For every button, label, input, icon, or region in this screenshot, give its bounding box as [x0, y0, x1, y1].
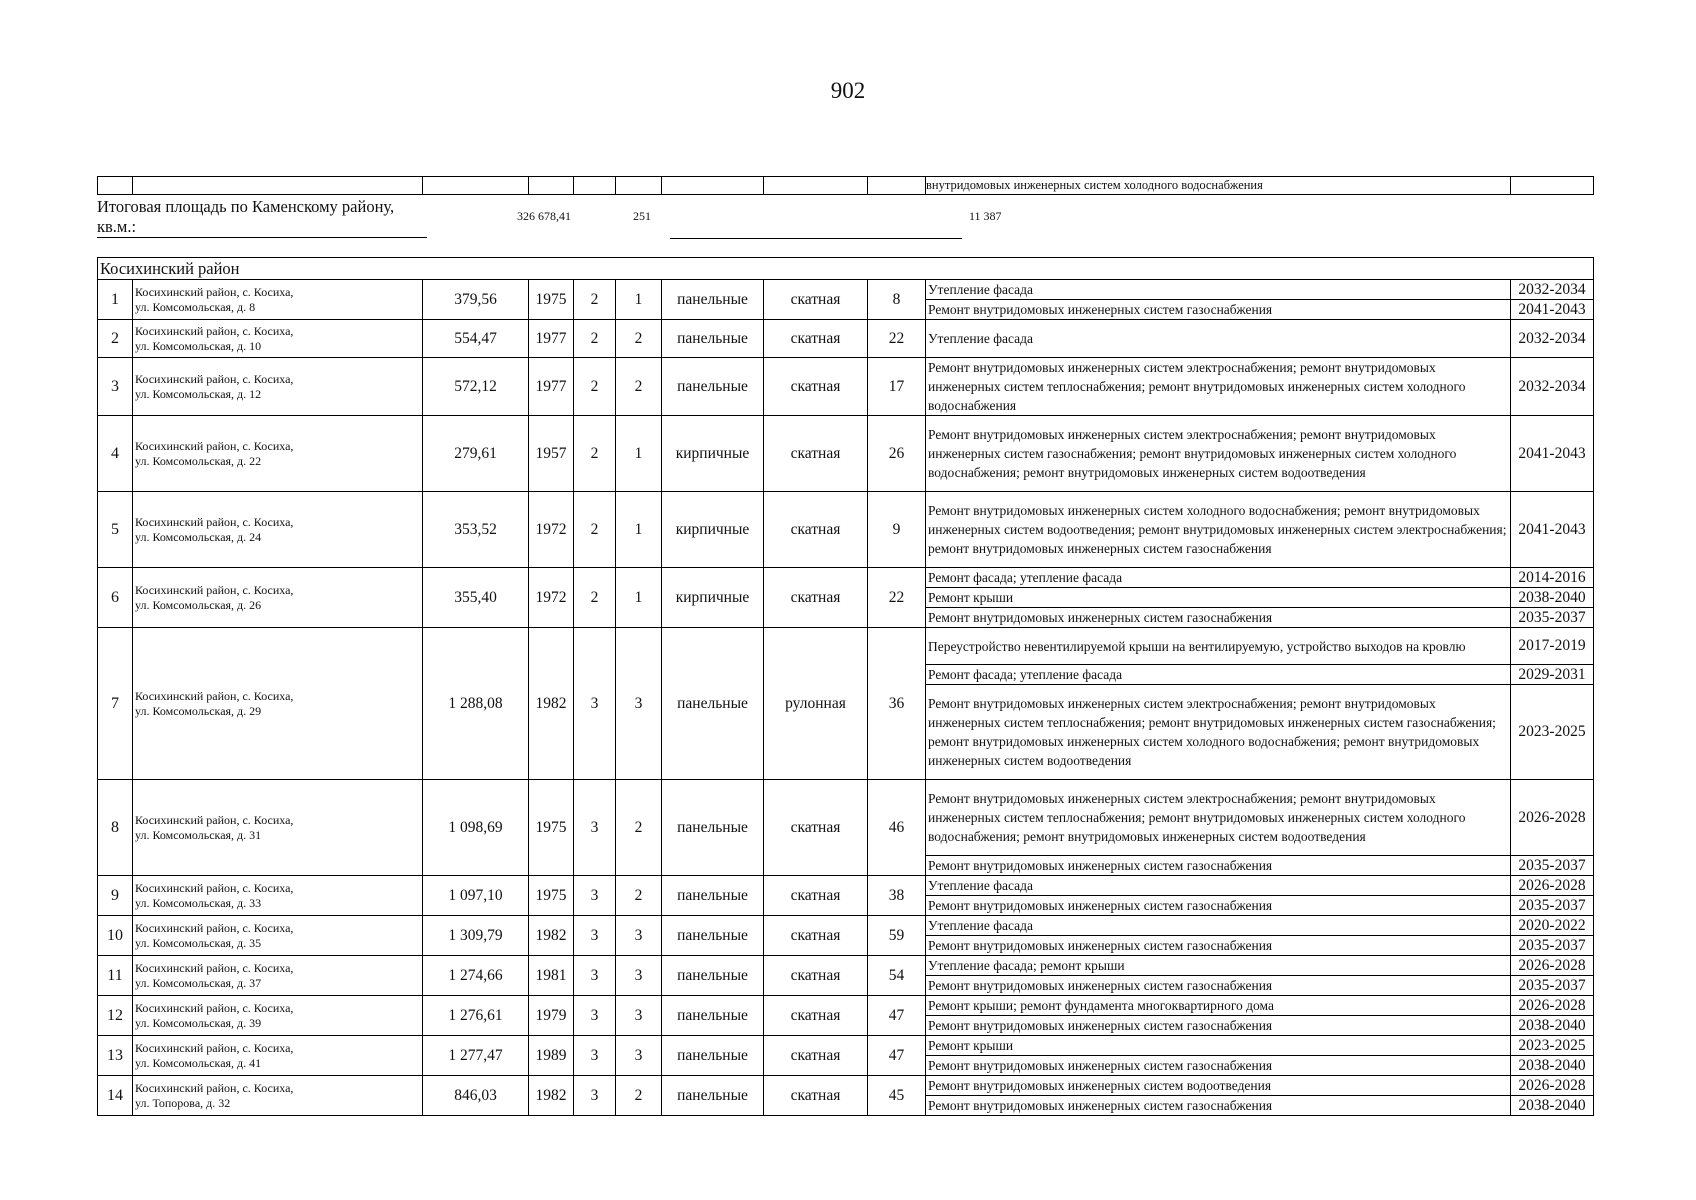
entrances: 2 — [616, 1076, 662, 1116]
work-period: 2038-2040 — [1511, 1096, 1594, 1116]
total-area: 572,12 — [423, 358, 529, 416]
residents: 54 — [868, 956, 926, 996]
floors: 2 — [574, 358, 616, 416]
total-area: 1 277,47 — [423, 1036, 529, 1076]
total-area: 554,47 — [423, 320, 529, 358]
total-area: 326 678,41 — [517, 209, 571, 223]
address-line-2: ул. Комсомольская, д. 41 — [135, 1055, 262, 1070]
floors: 2 — [574, 416, 616, 492]
work-description: Утепление фасада; ремонт крыши — [926, 956, 1511, 976]
work-description: Переустройство невентилируемой крыши на вентилируемую, устройство выходов на кровлю — [926, 628, 1511, 665]
residents: 47 — [868, 1036, 926, 1076]
residents: 22 — [868, 568, 926, 628]
address-line-1: Косихинский район, с. Косиха, — [135, 582, 294, 597]
roof-type: скатная — [764, 916, 868, 956]
address-line-2: ул. Комсомольская, д. 35 — [135, 935, 262, 950]
work-period: 2026-2028 — [1511, 956, 1594, 976]
address — [133, 416, 423, 492]
address-line-1: Косихинский район, с. Косиха, — [135, 1000, 294, 1015]
floors: 3 — [574, 996, 616, 1036]
roof-type: скатная — [764, 956, 868, 996]
roof-type: скатная — [764, 358, 868, 416]
row-number: 12 — [98, 996, 133, 1036]
total-area: 379,56 — [423, 280, 529, 320]
district-header: Косихинский район — [98, 258, 1594, 280]
work-description: Ремонт фасада; утепление фасада — [926, 665, 1511, 685]
wall-material: кирпичные — [662, 492, 764, 568]
roof-type: скатная — [764, 876, 868, 916]
address-line-1: Косихинский район, с. Косиха, — [135, 438, 294, 453]
roof-type: рулонная — [764, 628, 868, 780]
work-period: 2023-2025 — [1511, 685, 1594, 780]
build-year: 1975 — [529, 780, 574, 876]
address-line-2: ул. Топорова, д. 32 — [135, 1095, 231, 1110]
address-line-2: ул. Комсомольская, д. 31 — [135, 827, 262, 842]
district-total — [97, 197, 1587, 241]
entrances: 2 — [616, 876, 662, 916]
roof-type: скатная — [764, 416, 868, 492]
work-description: Ремонт фасада; утепление фасада — [926, 568, 1511, 588]
work-description: Утепление фасада — [926, 876, 1511, 896]
address-line-2: ул. Комсомольская, д. 24 — [135, 529, 262, 544]
total-area: 1 097,10 — [423, 876, 529, 916]
floors: 3 — [574, 628, 616, 780]
row-number: 5 — [98, 492, 133, 568]
entrances: 1 — [616, 280, 662, 320]
total-houses: 251 — [633, 209, 651, 223]
work-period: 2032-2034 — [1511, 358, 1594, 416]
floors: 3 — [574, 1076, 616, 1116]
table-row — [98, 916, 1594, 936]
work-description: Ремонт внутридомовых инженерных систем холодного водоснабжения; ремонт внутридомовых инженерных систем водоотведения; ремонт внутридомовых инженерных систем электроснабжения; ремонт внутридомовых инженерных систем газоснабжения — [926, 492, 1511, 568]
row-number: 2 — [98, 320, 133, 358]
table-row — [98, 628, 1594, 665]
entrances: 3 — [616, 956, 662, 996]
work-description: Ремонт крыши; ремонт фундамента многоквартирного дома — [926, 996, 1511, 1016]
entrances: 3 — [616, 628, 662, 780]
work-description: Ремонт внутридомовых инженерных систем газоснабжения — [926, 1056, 1511, 1076]
row-number: 13 — [98, 1036, 133, 1076]
total-area: 355,40 — [423, 568, 529, 628]
build-year: 1972 — [529, 568, 574, 628]
floors: 3 — [574, 956, 616, 996]
address — [133, 628, 423, 780]
build-year: 1982 — [529, 1076, 574, 1116]
residents: 22 — [868, 320, 926, 358]
residents: 59 — [868, 916, 926, 956]
total-area: 1 274,66 — [423, 956, 529, 996]
table-row — [98, 1036, 1594, 1056]
address — [133, 320, 423, 358]
floors: 2 — [574, 568, 616, 628]
total-area: 846,03 — [423, 1076, 529, 1116]
roof-type: скатная — [764, 1076, 868, 1116]
build-year: 1979 — [529, 996, 574, 1036]
wall-material: панельные — [662, 320, 764, 358]
table-row — [98, 320, 1594, 358]
wall-material: кирпичные — [662, 568, 764, 628]
build-year: 1977 — [529, 320, 574, 358]
work-description: Ремонт внутридомовых инженерных систем водоотведения — [926, 1076, 1511, 1096]
address-line-2: ул. Комсомольская, д. 12 — [135, 386, 262, 401]
address-line-1: Косихинский район, с. Косиха, — [135, 514, 294, 529]
wall-material: панельные — [662, 780, 764, 876]
work-period: 2041-2043 — [1511, 492, 1594, 568]
address — [133, 568, 423, 628]
work-description: Ремонт внутридомовых инженерных систем газоснабжения — [926, 1016, 1511, 1036]
wall-material: панельные — [662, 1036, 764, 1076]
address — [133, 956, 423, 996]
address-line-2: ул. Комсомольская, д. 39 — [135, 1015, 262, 1030]
work-period: 2035-2037 — [1511, 856, 1594, 876]
wall-material: панельные — [662, 1076, 764, 1116]
total-underline — [670, 238, 962, 239]
wall-material: панельные — [662, 876, 764, 916]
address — [133, 280, 423, 320]
row-number: 3 — [98, 358, 133, 416]
total-area: 1 309,79 — [423, 916, 529, 956]
floors: 3 — [574, 780, 616, 876]
roof-type: скатная — [764, 492, 868, 568]
total-area: 1 288,08 — [423, 628, 529, 780]
address — [133, 1076, 423, 1116]
address-line-1: Косихинский район, с. Косиха, — [135, 1080, 294, 1095]
floors: 3 — [574, 916, 616, 956]
address-line-1: Косихинский район, с. Косиха, — [135, 371, 294, 386]
work-description: Ремонт внутридомовых инженерных систем газоснабжения — [926, 896, 1511, 916]
work-description: Ремонт крыши — [926, 588, 1511, 608]
work-description: Утепление фасада — [926, 320, 1511, 358]
work-period: 2026-2028 — [1511, 996, 1594, 1016]
row-number: 14 — [98, 1076, 133, 1116]
work-period: 2035-2037 — [1511, 936, 1594, 956]
roof-type: скатная — [764, 320, 868, 358]
roof-type: скатная — [764, 568, 868, 628]
work-description: Ремонт внутридомовых инженерных систем электроснабжения; ремонт внутридомовых инженерных систем газоснабжения; ремонт внутридомовых инженерных систем холодного водоснабжения; ремонт внутридомовых инженерных систем водоотведения — [926, 416, 1511, 492]
work-period: 2032-2034 — [1511, 280, 1594, 300]
residents: 36 — [868, 628, 926, 780]
address-line-1: Косихинский район, с. Косиха, — [135, 880, 294, 895]
entrances: 3 — [616, 996, 662, 1036]
build-year: 1957 — [529, 416, 574, 492]
work-period: 2035-2037 — [1511, 976, 1594, 996]
work-description: Ремонт внутридомовых инженерных систем газоснабжения — [926, 936, 1511, 956]
floors: 2 — [574, 320, 616, 358]
build-year: 1982 — [529, 628, 574, 780]
address-line-1: Косихинский район, с. Косиха, — [135, 812, 294, 827]
roof-type: скатная — [764, 1036, 868, 1076]
address — [133, 492, 423, 568]
roof-type: скатная — [764, 996, 868, 1036]
address-line-2: ул. Комсомольская, д. 29 — [135, 703, 262, 718]
wall-material: панельные — [662, 358, 764, 416]
build-year: 1982 — [529, 916, 574, 956]
work-description: Ремонт внутридомовых инженерных систем газоснабжения — [926, 856, 1511, 876]
address — [133, 996, 423, 1036]
build-year: 1981 — [529, 956, 574, 996]
table-row — [98, 416, 1594, 492]
roof-type: скатная — [764, 780, 868, 876]
work-description: Утепление фасада — [926, 916, 1511, 936]
residents: 47 — [868, 996, 926, 1036]
work-description: Ремонт внутридомовых инженерных систем газоснабжения — [926, 1096, 1511, 1116]
work-period: 2041-2043 — [1511, 416, 1594, 492]
row-number: 8 — [98, 780, 133, 876]
table-row — [98, 568, 1594, 588]
work-period: 2026-2028 — [1511, 876, 1594, 896]
address-line-2: ул. Комсомольская, д. 33 — [135, 895, 262, 910]
entrances: 3 — [616, 916, 662, 956]
total-people: 11 387 — [969, 209, 1002, 223]
total-area: 353,52 — [423, 492, 529, 568]
total-label: Итоговая площадь по Каменскому району, кв.м.: — [97, 197, 427, 238]
work-description: Ремонт внутридомовых инженерных систем электроснабжения; ремонт внутридомовых инженерных систем теплоснабжения; ремонт внутридомовых инженерных систем холодного водоснабжения — [926, 358, 1511, 416]
address-line-2: ул. Комсомольская, д. 37 — [135, 975, 262, 990]
entrances: 2 — [616, 358, 662, 416]
build-year: 1977 — [529, 358, 574, 416]
table-row — [98, 956, 1594, 976]
work-description: Утепление фасада — [926, 280, 1511, 300]
row-number: 4 — [98, 416, 133, 492]
entrances: 1 — [616, 492, 662, 568]
table-row — [98, 996, 1594, 1016]
address — [133, 1036, 423, 1076]
total-area: 1 276,61 — [423, 996, 529, 1036]
wall-material: панельные — [662, 956, 764, 996]
address-line-2: ул. Комсомольская, д. 22 — [135, 453, 262, 468]
floors: 3 — [574, 876, 616, 916]
work-description: Ремонт внутридомовых инженерных систем электроснабжения; ремонт внутридомовых инженерных систем теплоснабжения; ремонт внутридомовых инженерных систем холодного водоснабжения; ремонт внутридомовых инженерных систем водоотведения — [926, 780, 1511, 856]
wall-material: панельные — [662, 996, 764, 1036]
address — [133, 780, 423, 876]
work-period: 2035-2037 — [1511, 608, 1594, 628]
work-period: 2032-2034 — [1511, 320, 1594, 358]
floors: 2 — [574, 492, 616, 568]
residents: 45 — [868, 1076, 926, 1116]
work-description: Ремонт внутридомовых инженерных систем газоснабжения — [926, 976, 1511, 996]
address-line-1: Косихинский район, с. Косиха, — [135, 688, 294, 703]
work-description: Ремонт крыши — [926, 1036, 1511, 1056]
entrances: 2 — [616, 780, 662, 876]
table-row — [98, 492, 1594, 568]
total-area: 279,61 — [423, 416, 529, 492]
address — [133, 358, 423, 416]
build-year: 1989 — [529, 1036, 574, 1076]
residents: 8 — [868, 280, 926, 320]
row-number: 9 — [98, 876, 133, 916]
residents: 38 — [868, 876, 926, 916]
entrances: 1 — [616, 416, 662, 492]
houses-table — [97, 257, 1594, 1116]
address — [133, 916, 423, 956]
build-year: 1975 — [529, 280, 574, 320]
work-period: 2041-2043 — [1511, 300, 1594, 320]
previous-rows-tail — [97, 176, 1594, 195]
table-row — [98, 780, 1594, 856]
table-row — [98, 1076, 1594, 1096]
address-line-1: Косихинский район, с. Косиха, — [135, 1040, 294, 1055]
entrances: 1 — [616, 568, 662, 628]
floors: 2 — [574, 280, 616, 320]
work-period: 2029-2031 — [1511, 665, 1594, 685]
work-period: 2038-2040 — [1511, 588, 1594, 608]
work-period: 2020-2022 — [1511, 916, 1594, 936]
address-line-2: ул. Комсомольская, д. 10 — [135, 338, 262, 353]
work-period: 2026-2028 — [1511, 1076, 1594, 1096]
work-period: 2014-2016 — [1511, 568, 1594, 588]
address-line-1: Косихинский район, с. Косиха, — [135, 960, 294, 975]
work-period: 2035-2037 — [1511, 896, 1594, 916]
wall-material: панельные — [662, 280, 764, 320]
build-year: 1975 — [529, 876, 574, 916]
entrances: 3 — [616, 1036, 662, 1076]
row-number: 10 — [98, 916, 133, 956]
residents: 9 — [868, 492, 926, 568]
work-description: Ремонт внутридомовых инженерных систем газоснабжения — [926, 608, 1511, 628]
page-number: 902 — [830, 78, 866, 103]
work-period: 2026-2028 — [1511, 780, 1594, 856]
table-row — [98, 876, 1594, 896]
work-description: Ремонт внутридомовых инженерных систем газоснабжения — [926, 300, 1511, 320]
build-year: 1972 — [529, 492, 574, 568]
roof-type: скатная — [764, 280, 868, 320]
residents: 17 — [868, 358, 926, 416]
entrances: 2 — [616, 320, 662, 358]
address-line-1: Косихинский район, с. Косиха, — [135, 323, 294, 338]
wall-material: кирпичные — [662, 416, 764, 492]
wall-material: панельные — [662, 916, 764, 956]
work-period: 2038-2040 — [1511, 1056, 1594, 1076]
work-period: 2023-2025 — [1511, 1036, 1594, 1056]
work-period: 2038-2040 — [1511, 1016, 1594, 1036]
work-period: 2017-2019 — [1511, 628, 1594, 665]
work-description: Ремонт внутридомовых инженерных систем электроснабжения; ремонт внутридомовых инженерных систем теплоснабжения; ремонт внутридомовых инженерных систем газоснабжения; ремонт внутридомовых инженерных систем холодного водоснабжения; ремонт внутридомовых инженерных систем водоотведения — [926, 685, 1511, 780]
row-number: 7 — [98, 628, 133, 780]
residents: 26 — [868, 416, 926, 492]
row-number: 1 — [98, 280, 133, 320]
work-description: внутридомовых инженерных систем холодного водоснабжения — [926, 177, 1511, 195]
address — [133, 876, 423, 916]
address-line-1: Косихинский район, с. Косиха, — [135, 920, 294, 935]
address-line-1: Косихинский район, с. Косиха, — [135, 284, 294, 299]
address-line-2: ул. Комсомольская, д. 26 — [135, 597, 262, 612]
residents: 46 — [868, 780, 926, 876]
address-line-2: ул. Комсомольская, д. 8 — [135, 299, 256, 314]
wall-material: панельные — [662, 628, 764, 780]
total-area: 1 098,69 — [423, 780, 529, 876]
table-row — [98, 280, 1594, 300]
row-number: 11 — [98, 956, 133, 996]
table-row — [98, 358, 1594, 416]
floors: 3 — [574, 1036, 616, 1076]
row-number: 6 — [98, 568, 133, 628]
